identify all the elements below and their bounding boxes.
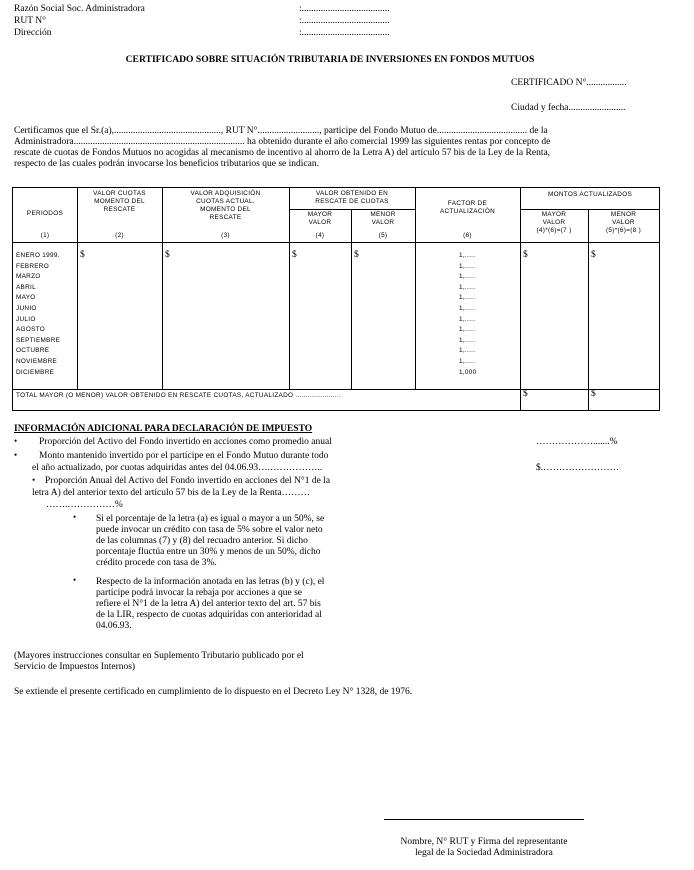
field-razon-social (14, 4, 434, 16)
bullet-icon: • (73, 512, 77, 522)
col-periodos-header: PERIODOS (26, 210, 64, 217)
total-currency-7: $ (523, 389, 528, 399)
month-row: ENERO 1999. (16, 252, 60, 259)
factor-row: 1,..... (459, 262, 476, 270)
total-row-label: TOTAL MAYOR (O MENOR) VALOR OBTENIDO EN RESCATE CUOTAS, ACTUALIZADO ...................... (16, 392, 342, 399)
field-label: RUT N° (14, 16, 46, 26)
month-row: SEPTIEMBRE (16, 336, 61, 344)
factor-row: 1,..... (459, 326, 476, 334)
field-label: Dirección (14, 28, 52, 38)
col-valor-cuotas-header: VALOR CUOTAS MOMENTO DEL RESCATE (93, 190, 146, 213)
col-valor-adq-header: VALOR ADQUISICIÓN CUOTAS ACTUAL. MOMENTO DEL RESCATE (190, 190, 261, 221)
month-row: FEBRERO (16, 262, 49, 270)
col-mayor-valor-header: MAYOR VALOR (307, 211, 333, 226)
info-item3-line2: letra A) del anterior texto del artículo 57 bis de la Ley de la Renta……… (32, 488, 311, 498)
month-row: JUNIO (16, 304, 37, 312)
factor-row: 1,..... (459, 252, 476, 259)
ciudad-fecha: Ciudad y fecha........................ (511, 103, 626, 113)
info-item2-line2: el año actualizado, por cuotas adquiridas antes del 04.06.93….…………….. (32, 463, 323, 473)
info-item3-line1: Proporción Anual del Activo del Fondo invertido en acciones del N°1 de la (45, 476, 331, 486)
field-value: :..................................... (299, 16, 390, 26)
factor-row: 1,..... (459, 347, 476, 355)
factor-row: 1,..... (459, 357, 476, 365)
col-periodos-num: (1) (40, 232, 50, 239)
bullet-icon: • (32, 475, 36, 485)
factors-list (459, 252, 499, 379)
col-factor-header: FACTOR DE ACTUALIZACIÓN (439, 200, 496, 215)
col-mayor-act-header: MAYOR VALOR (4)*(6)=(7 ) (536, 211, 572, 234)
col-menor-valor-header: MENOR VALOR (370, 211, 396, 226)
bullet-icon: • (73, 575, 77, 585)
col-valor-adq-num: (3) (221, 232, 230, 239)
currency-col8: $ (591, 250, 596, 260)
info-item2-value: $.…………………… (536, 463, 620, 473)
col-montos-header: MONTOS ACTUALIZADOS (547, 191, 633, 198)
info-sub2: Respecto de la información anotada en las letras (b) y (c), el partícipe podrá invocar la rebaja por acciones a que se refiere el N°1 de la letra A) del anterior texto del art. 57 bis de la LIR, respecto de cuotas adquiridas con anterioridad al 04.06.93. (96, 577, 325, 631)
bullet-icon: • (14, 436, 18, 446)
month-row: ABRIL (16, 283, 36, 291)
field-label: Razón Social Soc. Administradora (14, 4, 145, 14)
factor-row: 1,..... (459, 283, 476, 291)
col-factor-num: (6) (463, 232, 472, 239)
month-row: MAYO (16, 294, 36, 302)
col-valor-obtenido-header: VALOR OBTENIDO EN RESCATE DE CUOTAS (315, 190, 389, 205)
field-value: :..................................... (299, 28, 390, 38)
currency-col2: $ (80, 250, 85, 260)
currency-col4: $ (292, 250, 297, 260)
col-mayor-valor-num: (4) (315, 232, 325, 239)
month-row: MARZO (16, 273, 41, 281)
instructions-note: (Mayores instrucciones consultar en Suplemento Tributario publicado por el Servicio de Impuestos Internos) (14, 651, 304, 672)
info-heading: INFORMACIÓN ADICIONAL PARA DECLARACIÓN DE IMPUESTO (14, 424, 313, 434)
total-currency-8: $ (591, 389, 596, 399)
currency-col5: $ (354, 250, 359, 260)
month-row: OCTUBRE (16, 347, 50, 355)
factor-row: 1,..... (459, 273, 476, 281)
factor-row: 1,000 (459, 368, 477, 376)
info-item2-line1: Monto mantenido invertido por el partícipe en el Fondo Mutuo durante todo (39, 451, 329, 461)
info-sub1: Si el porcentaje de la letra (a) es igual o mayor a un 50%, se puede invocar un crédito con tasa de 5% sobre el valor neto de las columnas (7) y (8) del recuadro anterior. Si dicho porcentaje fluctúa entre un 30% y menos de un 50%, dicho crédito procede con tasa de 3%. (96, 514, 325, 568)
intro-line: rescate de cuotas de Fondos Mutuos no acogidas al mecanismo de incentivo al ahorro de la Letra A) del artículo 57 bis de la Ley de la Renta, (14, 148, 551, 158)
intro-line: Certificamos que el Sr.(a),............................................., RUT N°.........................., partícipe del Fondo Mutuo de...................................... de la (14, 126, 548, 136)
info-item3-line3: …….……………% (46, 500, 123, 510)
factor-row: 1,..... (459, 315, 476, 323)
field-direccion (14, 28, 434, 40)
intro-paragraph (14, 126, 654, 170)
certificado-number: CERTIFICADO N°................. (511, 78, 627, 88)
col-menor-valor-num: (5) (378, 232, 388, 239)
month-row: NOVIEMBRE (16, 357, 58, 365)
currency-col3: $ (165, 250, 170, 260)
info-item1-value: ……………….......% (536, 437, 618, 447)
month-row: JULIO (16, 315, 36, 323)
intro-line: respecto de las cuales podrán invocarse los beneficios tributarios que se indican. (14, 159, 319, 169)
col-valor-cuotas-num: (2) (115, 232, 124, 239)
months-list (16, 252, 78, 379)
document-title: CERTIFICADO SOBRE SITUACIÓN TRIBUTARIA DE INVERSIONES EN FONDOS MUTUOS (125, 54, 535, 65)
month-row: AGOSTO (16, 326, 46, 334)
bullet-icon: • (14, 450, 18, 460)
factor-row: 1,..... (459, 294, 476, 302)
field-value: :..................................... (299, 4, 390, 14)
currency-col7: $ (523, 250, 528, 260)
info-item1: Proporción del Activo del Fondo invertido en acciones como promedio anual (39, 437, 332, 447)
rentas-table (12, 187, 660, 411)
decree-text: Se extiende el presente certificado en cumplimiento de lo dispuesto en el Decreto Ley N° 1328, de 1976. (14, 687, 413, 697)
signature-caption: Nombre, N° RUT y Firma del representante legal de la Sociedad Administradora (400, 837, 568, 858)
col-menor-act-header: MENOR VALOR (5)*(6)=(8 ) (605, 211, 642, 234)
factor-row: 1,..... (459, 336, 476, 344)
intro-line: Administradora........................................................................ ha obtenido durante el año comercial 1999 las siguientes rentas por concepto de (14, 137, 551, 147)
factor-row: 1,..... (459, 304, 476, 312)
month-row: DICIEMBRE (16, 368, 55, 376)
field-rut (14, 16, 434, 28)
header-fields (14, 4, 434, 40)
signature-line (384, 819, 584, 820)
